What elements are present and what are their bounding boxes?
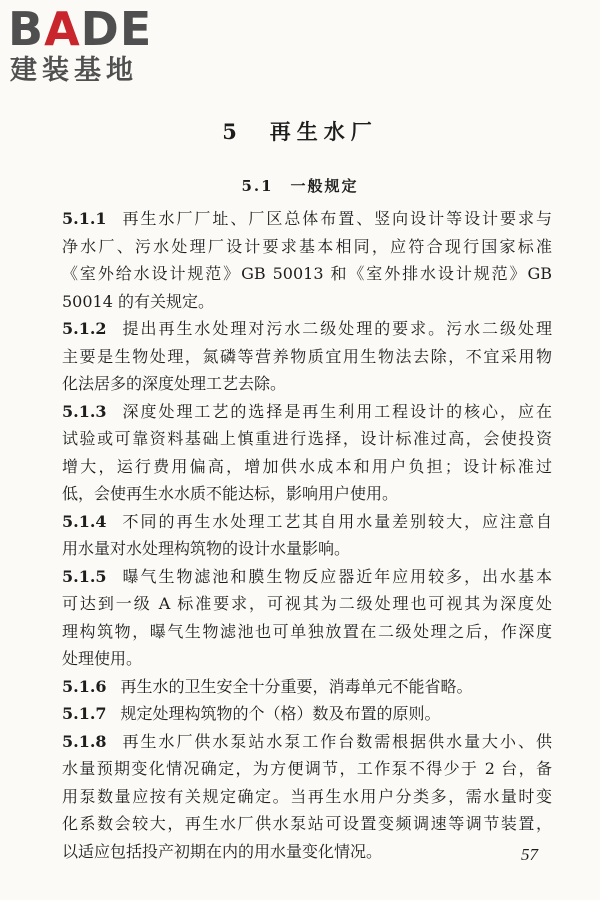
clause-line	[62, 563, 552, 591]
clause-line	[62, 205, 552, 233]
clause-body	[62, 205, 552, 865]
clause-number: 5.1.3	[62, 401, 107, 421]
clause-line: 《室外给水设计规范》GB 50013 和《室外排水设计规范》GB	[62, 264, 552, 283]
clause-number: 5.1.1	[62, 209, 107, 228]
clause-text: 规定处理构筑物的个（格）数及布置的原则。	[120, 704, 441, 723]
clause-line	[62, 728, 552, 756]
clause-5-1-6	[62, 673, 552, 701]
clause-line: 主要是生物处理，氮磷等营养物质宜用生物法去除，不宜采用物	[62, 346, 552, 366]
clause-line: 水量预期变化情况确定，为方便调节，工作泵不得少于 2 台，备	[62, 759, 552, 778]
clause-5-1-2	[62, 315, 552, 398]
bade-logo	[8, 4, 178, 88]
clause-line: 化系数会较大，再生水厂供水泵站可设置变频调速等调节装置，	[62, 814, 552, 833]
clause-line: 净水厂、污水处理厂设计要求基本相同，应符合现行国家标准	[62, 236, 552, 256]
clause-line: 可达到一级 A 标准要求，可视其为二级处理也可视其为深度处	[62, 594, 552, 613]
clause-line: 用水量对水处理构筑物的设计水量影响。	[62, 539, 351, 558]
clause-5-1-5	[62, 563, 552, 673]
clause-5-1-1	[62, 205, 552, 315]
clause-line: 用泵数量应按有关规定确定。当再生水用户分类多，需水量时变	[62, 786, 552, 806]
clause-number: 5.1.8	[62, 731, 107, 751]
clause-line: 处理使用。	[62, 649, 143, 668]
clause-5-1-4	[62, 508, 552, 563]
logo-letter-b: B	[8, 2, 45, 56]
clause-line	[62, 673, 552, 701]
clause-5-1-8	[62, 728, 552, 866]
logo-subtitle: 建装基地	[10, 55, 138, 86]
clause-line: 低，会使再生水水质不能达标，影响用户使用。	[62, 484, 399, 503]
logo-letters-de: DE	[80, 2, 153, 56]
clause-number: 5.1.6	[62, 676, 107, 696]
clause-5-1-7	[62, 700, 552, 728]
clause-number: 5.1.7	[62, 704, 107, 723]
clause-text: 提出再生水处理对污水二级处理的要求。污水二级处理	[120, 319, 552, 338]
clause-number: 5.1.5	[62, 566, 107, 586]
clause-line	[62, 700, 552, 728]
clause-line	[62, 508, 552, 536]
clause-number: 5.1.2	[62, 319, 107, 338]
logo-letter-a-accent: A	[44, 2, 81, 56]
clause-line	[62, 398, 552, 426]
chapter-title: 5 再生水厂	[222, 119, 378, 144]
page-number: 57	[521, 845, 538, 864]
clause-text: 再生水厂供水泵站水泵工作台数需根据供水量大小、供	[120, 731, 552, 751]
logo-wordmark	[8, 4, 152, 54]
clause-line: 以适应包括投产初期在内的用水量变化情况。	[62, 841, 383, 861]
clause-text: 深度处理工艺的选择是再生利用工程设计的核心，应在	[120, 401, 552, 421]
clause-text: 曝气生物滤池和膜生物反应器近年应用较多，出水基本	[120, 566, 552, 586]
clause-line: 试验或可靠资料基础上慎重进行选择，设计标准过高，会使投资	[62, 429, 552, 448]
clause-text: 再生水厂厂址、厂区总体布置、竖向设计等设计要求与	[120, 209, 552, 228]
clause-text: 再生水的卫生安全十分重要，消毒单元不能省略。	[120, 676, 473, 696]
section-title: 5.1 一般规定	[241, 177, 359, 195]
clause-line: 化法居多的深度处理工艺去除。	[62, 374, 287, 393]
clause-line: 理构筑物，曝气生物滤池也可单独放置在二级处理之后，作深度	[62, 621, 552, 641]
clause-5-1-3	[62, 398, 552, 508]
clause-number: 5.1.4	[62, 511, 107, 531]
clause-line	[62, 315, 552, 343]
clause-line: 增大，运行费用偏高，增加供水成本和用户负担；设计标准过	[62, 456, 552, 476]
clause-line: 50014 的有关规定。	[62, 291, 214, 311]
clause-text: 不同的再生水处理工艺其自用水量差别较大，应注意自	[120, 511, 552, 531]
